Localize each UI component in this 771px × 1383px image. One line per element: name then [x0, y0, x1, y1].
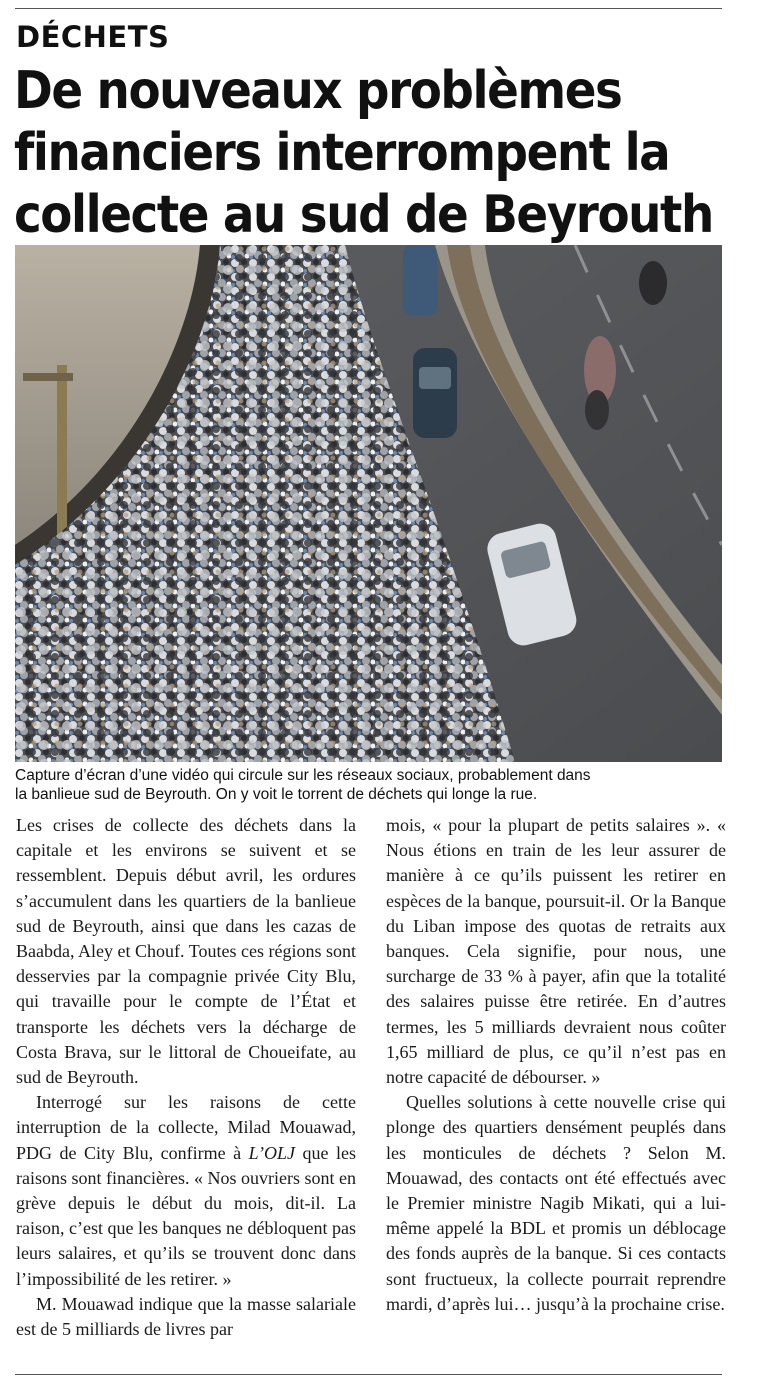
- caption-line: la banlieue sud de Beyrouth. On y voit le torrent de déchets qui longe la rue.: [15, 786, 538, 803]
- paragraph: M. Mouawad indique que la masse salariale est de 5 milliards de livres par: [16, 1293, 356, 1340]
- headline-line: financiers interrompent la: [14, 123, 670, 183]
- top-rule: [15, 8, 722, 9]
- article-photo: [15, 245, 722, 762]
- headline-line: De nouveaux problèmes: [14, 61, 622, 121]
- article-column-left: [16, 813, 356, 1342]
- article-column-right: [386, 813, 726, 1317]
- paragraph: [16, 1090, 356, 1292]
- bottom-rule: [15, 1374, 722, 1375]
- paragraph-text: que les raisons sont financières. « Nos ouvriers sont en grève depuis le début du mois, dit-il. La raison, c’est que les banques ne débloquent pas leurs salaires, et qu’ils se trouvent donc dans l’impossibilité de les retirer. »: [16, 1142, 356, 1289]
- paragraph: Les crises de collecte des déchets dans la capitale et les environs se suivent et se ressemblent. Depuis début avril, les ordures s’accumulent dans les quartiers de la banlieue sud de Beyrouth, ainsi que dans les cazas de Baabda, Aley et Chouf. Toutes ces régions sont desservies par la compagnie privée City Blu, qui travaille pour le compte de l’État et transporte les déchets vers la décharge de Costa Brava, sur le littoral de Choueifate, au sud de Beyrouth.: [16, 815, 356, 1088]
- paragraph: Quelles solutions à cette nouvelle crise qui plonge des quartiers densément peuplés dans les monticules de déchets ? Selon M. Mouawad, des contacts ont été effectués avec le Premier ministre Nagib Mikati, qui a lui-même appelé la BDL et promis un déblocage des fonds auprès de la banque. Si ces contacts sont fructueux, la collecte pourrait reprendre mardi, d’après lui… jusqu’à la prochaine crise.: [386, 1092, 726, 1314]
- newspaper-name: L’OLJ: [248, 1142, 295, 1163]
- headline: [14, 60, 713, 246]
- photo-caption: [15, 766, 722, 804]
- caption-line: Capture d’écran d’une vidéo qui circule sur les réseaux sociaux, probablement dans: [15, 767, 591, 784]
- section-rubric: DÉCHETS: [16, 20, 170, 54]
- headline-line: collecte au sud de Beyrouth: [14, 185, 713, 245]
- paragraph: mois, « pour la plupart de petits salaires ». « Nous étions en train de les leur assurer de manière à ce qu’ils puissent les retirer en espèces de la banque, poursuit-il. Or la Banque du Liban impose des quotas de retraits aux banques. Cela signifie, pour nous, une surcharge de 33 % à payer, afin que la totalité des salaires puisse être retirée. En d’autres termes, les 5 milliards devraient nous coûter 1,65 milliard de plus, ce qu’il n’est pas en notre capacité de débourser. »: [386, 815, 726, 1088]
- garbage-street-photo-icon: [15, 245, 722, 762]
- paragraph-text: Interrogé sur les raisons de cette interruption de la collecte, Milad Mouawad, PDG de City Blu, confirme à: [16, 1092, 356, 1163]
